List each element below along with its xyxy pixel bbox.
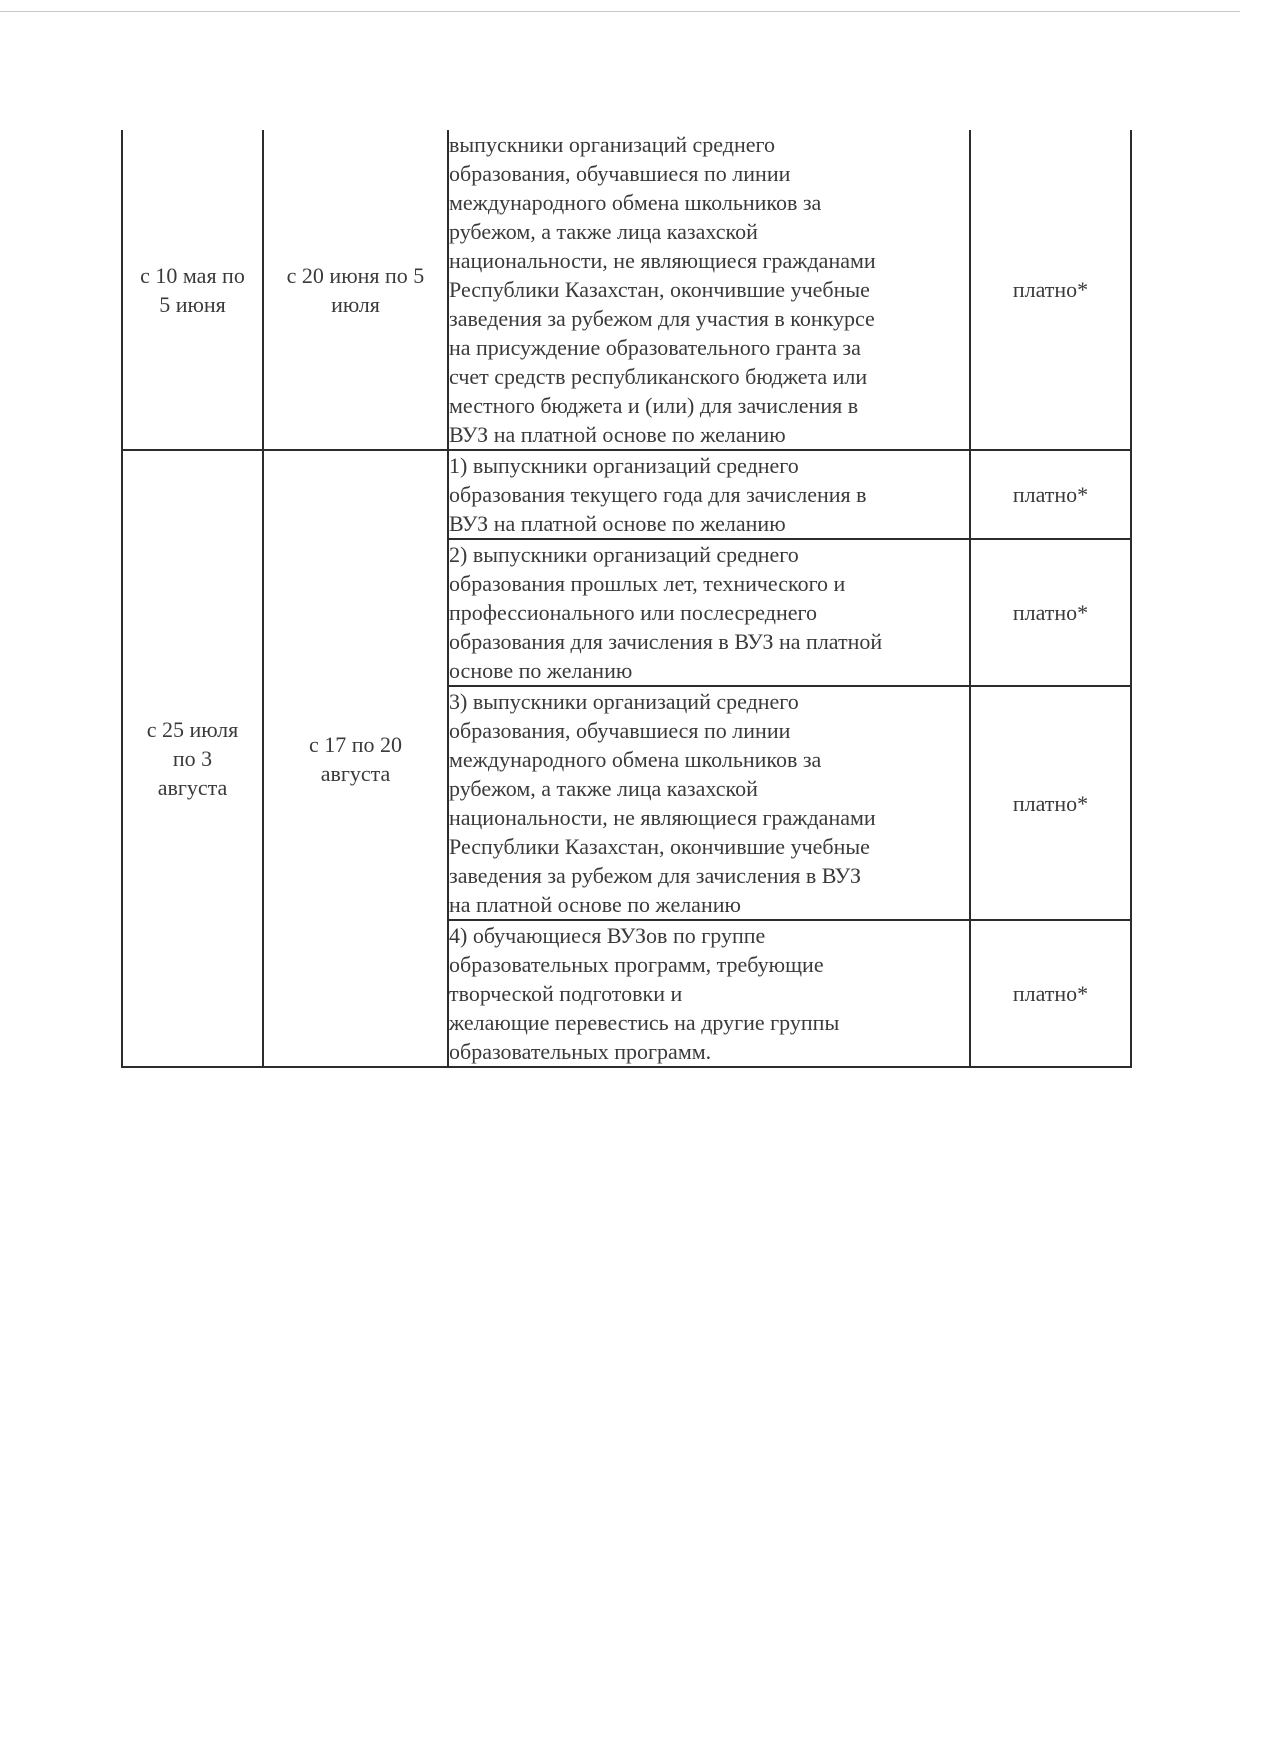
payment-value: платно*	[1012, 600, 1089, 625]
category-cell	[448, 920, 970, 1067]
payment-cell	[970, 130, 1131, 450]
table-row	[122, 450, 1131, 539]
payment-value: платно*	[1012, 790, 1089, 816]
submission-period-cell	[122, 130, 263, 450]
category-cell	[448, 539, 970, 686]
payment-cell	[970, 686, 1131, 920]
payment-value: платно*	[1012, 482, 1089, 507]
payment-cell	[970, 450, 1131, 539]
payment-cell	[970, 920, 1131, 1067]
category-text: 2) выпускники организаций среднего образования прошлых лет, технического и профессионального или послесреднего образования для зачисления в ВУЗ на платной основе по желанию	[449, 542, 883, 683]
category-text: 4) обучающиеся ВУЗов по группе образовательных программ, требующие творческой подготовки и желающие перевестись на другие группы образовательных программ.	[449, 923, 840, 1064]
exam-period-cell	[263, 130, 448, 450]
admission-schedule-table	[121, 130, 1132, 1068]
category-cell	[448, 130, 970, 450]
exam-period: с 20 июня по 5 июля	[286, 262, 425, 317]
category-cell	[448, 686, 970, 920]
submission-period: с 25 июля по 3 августа	[146, 717, 239, 800]
scan-edge-line	[0, 11, 1240, 12]
exam-period-cell	[263, 450, 448, 1067]
payment-value: платно*	[1012, 277, 1089, 302]
category-cell	[448, 450, 970, 539]
table-row	[122, 130, 1131, 450]
submission-period: с 10 мая по 5 июня	[140, 262, 245, 317]
category-text: 3) выпускники организаций среднего образования, обучавшиеся по линии международного обмена школьников за рубежом, а также лица казахской национальности, не являющиеся гражданами Республики Казахстан, окончившие учебные заведения за рубежом для зачисления в ВУЗ на платной основе по желанию	[449, 689, 876, 917]
payment-value: платно*	[1012, 981, 1089, 1006]
exam-period: с 17 по 20 августа	[308, 731, 403, 786]
payment-cell	[970, 539, 1131, 686]
category-text: выпускники организаций среднего образования, обучавшиеся по линии международного обмена школьников за рубежом, а также лица казахской национальности, не являющиеся гражданами Республики Казахстан, окончившие учебные заведения за рубежом для участия в конкурсе на присуждение образовательного гранта за счет средств республиканского бюджета или местного бюджета и (или) для зачисления в ВУЗ на платной основе по желанию	[449, 132, 876, 447]
category-text: 1) выпускники организаций среднего образования текущего года для зачисления в ВУЗ на платной основе по желанию	[449, 453, 867, 536]
submission-period-cell	[122, 450, 263, 1067]
